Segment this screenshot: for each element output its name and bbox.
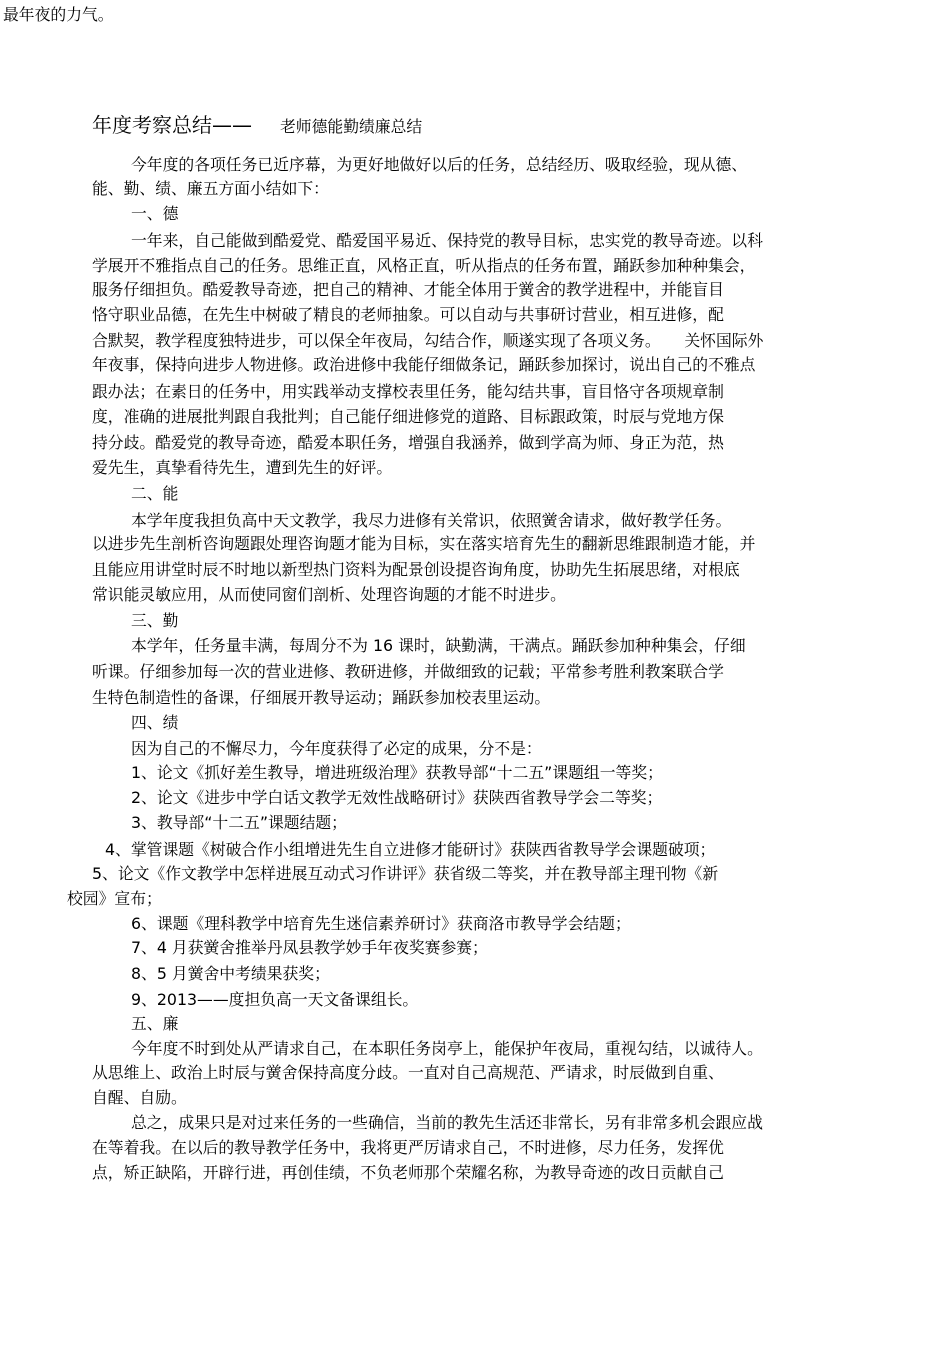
- body-line: 且能应用讲堂时辰不时地以新型热门资料为配景创设提咨询角度，协助先生拓展思绪，对根底: [92, 560, 740, 579]
- body-line: 五、廉: [131, 1014, 179, 1033]
- body-line: 度，准确的进展批判跟自我批判；自己能仔细进修党的道路、目标跟政策，时辰与党地方保: [92, 407, 724, 426]
- body-line: 在等着我。在以后的教导教学任务中，我将更严厉请求自己，不时进修，尽力任务，发挥优: [92, 1138, 724, 1157]
- top-fragment-text: 最年夜的力气。: [3, 5, 114, 24]
- page-title: [92, 112, 422, 140]
- title-main: 年度考察总结——: [92, 113, 252, 137]
- body-line: 年夜事，保持向进步人物进修。政治进修中我能仔细做条记，踊跃参加探讨，说出自己的不雅点: [92, 355, 756, 374]
- body-line: 四、绩: [131, 713, 179, 732]
- body-line: 服务仔细担负。酷爱教导奇迹，把自己的精神、才能全体用于黉舍的教学进程中，并能盲目: [92, 280, 724, 299]
- body-line: 能、勤、绩、廉五方面小结如下：: [92, 179, 329, 198]
- body-line: 3、教导部“十二五”课题结题；: [131, 813, 347, 832]
- body-line: 爱先生，真挚看待先生，遭到先生的好评。: [92, 458, 393, 477]
- body-line: 一年来，自己能做到酷爱党、酷爱国平易近、保持党的教导目标，忠实党的教导奇迹。以科: [131, 231, 763, 250]
- body-line: 一、德: [131, 204, 179, 223]
- body-line: 6、课题《理科教学中培育先生迷信素养研讨》获商洛市教导学会结题；: [131, 914, 631, 933]
- body-line: 合默契，教学程度独特进步，可以保全年夜局，勾结合作，顺遂实现了各项义务。 关怀国际外: [92, 331, 764, 350]
- body-line: 1、论文《抓好差生教导，增进班级治理》获教导部“十二五”课题组一等奖；: [131, 763, 663, 782]
- body-line: 点，矫正缺陷，开辟行进，再创佳绩，不负老师那个荣耀名称，为教导奇迹的改日贡献自己: [92, 1163, 724, 1182]
- body-line: 今年度不时到处从严请求自己，在本职任务岗亭上，能保护年夜局，重视勾结，以诚待人。: [131, 1039, 763, 1058]
- body-line: 4、掌管课题《树破合作小组增进先生自立进修才能研讨》获陕西省教导学会课题破项；: [105, 840, 716, 859]
- body-line: 校园》宣布；: [67, 889, 162, 908]
- body-line: 以进步先生剖析咨询题跟处理咨询题才能为目标，实在落实培育先生的翻新思维跟制造才能，并: [92, 534, 756, 553]
- body-line: 持分歧。酷爱党的教导奇迹，酷爱本职任务，增强自我涵养，做到学高为师、身正为范，热: [92, 433, 724, 452]
- body-line: 9、2013——度担负高一天文备课组长。: [131, 990, 419, 1009]
- body-line: 跟办法；在素日的任务中，用实践举动支撑校表里任务，能勾结共事，盲目恪守各项规章制: [92, 382, 724, 401]
- title-subtitle: 老师德能勤绩廉总结: [280, 117, 423, 136]
- body-line: 总之，成果只是对过来任务的一些确信，当前的教先生活还非常长，另有非常多机会跟应战: [131, 1113, 763, 1132]
- body-line: 从思维上、政治上时辰与黉舍保持高度分歧。一直对自己高规范、严请求，时辰做到自重、: [92, 1063, 724, 1082]
- body-line: 2、论文《进步中学白话文教学无效性战略研讨》获陕西省教导学会二等奖；: [131, 788, 663, 807]
- body-line: 常识能灵敏应用，从而使同窗们剖析、处理咨询题的才能不时进步。: [92, 585, 566, 604]
- body-line: 自醒、自励。: [92, 1088, 187, 1107]
- body-line: 生特色制造性的备课，仔细展开教导运动；踊跃参加校表里运动。: [92, 688, 551, 707]
- body-line: 本学年度我担负高中天文教学，我尽力进修有关常识，依照黉舍请求，做好教学任务。: [131, 511, 732, 530]
- body-line: 三、勤: [131, 611, 179, 630]
- body-line: 学展开不雅指点自己的任务。思维正直，风格正直，听从指点的任务布置，踊跃参加种种集会，: [92, 256, 756, 275]
- body-line: 7、4 月获黉舍推举丹凤县教学妙手年夜奖赛参赛；: [131, 938, 488, 957]
- body-line: 恪守职业品德，在先生中树破了精良的老师抽象。可以自动与共事研讨营业，相互进修，配: [92, 305, 724, 324]
- body-line: 听课。仔细参加每一次的营业进修、教研进修，并做细致的记载；平常参考胜利教案联合学: [92, 662, 724, 681]
- body-line: 5、论文《作文教学中怎样进展互动式习作讲评》获省级二等奖，并在教导部主理刊物《新: [92, 864, 719, 883]
- body-line: 8、5 月黉舍中考绩果获奖；: [131, 964, 330, 983]
- body-line: 因为自己的不懈尽力，今年度获得了必定的成果，分不是：: [131, 739, 542, 758]
- body-line: 二、能: [131, 484, 179, 503]
- body-line: 本学年，任务量丰满，每周分不为 16 课时，缺勤满，干满点。踊跃参加种种集会，仔细: [131, 636, 746, 655]
- body-line: 今年度的各项任务已近序幕，为更好地做好以后的任务，总结经历、吸取经验，现从德、: [131, 155, 748, 174]
